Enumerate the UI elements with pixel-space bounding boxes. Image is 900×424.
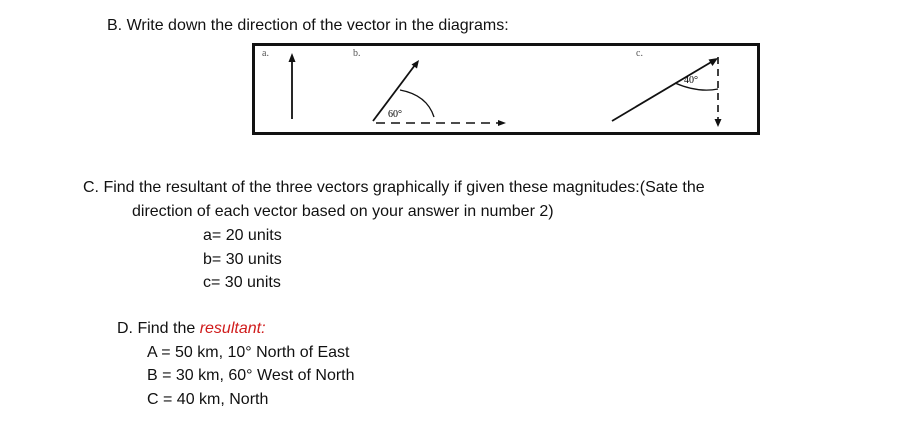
diagram-label-c: c. xyxy=(636,48,643,59)
section-c-item: a= 20 units xyxy=(203,227,282,244)
vector-a-arrow xyxy=(289,53,296,119)
section-d-heading xyxy=(117,321,266,337)
section-d-heading-prefix: D. Find the xyxy=(117,320,200,337)
section-c-item: b= 30 units xyxy=(203,251,282,268)
diagram-label-b: b. xyxy=(353,48,361,59)
section-d-item: B = 30 km, 60° West of North xyxy=(147,367,355,384)
diagram-angle-b: 60° xyxy=(388,109,402,120)
section-b-heading: B. Write down the direction of the vector in the diagrams: xyxy=(107,17,509,34)
section-c-item: c= 30 units xyxy=(203,274,281,291)
section-d-heading-emphasis: resultant: xyxy=(199,320,266,337)
section-c-line-1: C. Find the resultant of the three vectors graphically if given these magnitudes:(Sate the xyxy=(83,179,705,196)
vector-b-angle-arc xyxy=(400,90,434,117)
diagram-label-a: a. xyxy=(262,48,269,59)
section-c-line-2: direction of each vector based on your answer in number 2) xyxy=(132,203,554,220)
vector-diagrams xyxy=(252,43,760,135)
section-d-item: C = 40 km, North xyxy=(147,391,269,408)
diagram-angle-c: 40° xyxy=(684,75,698,86)
section-d-item: A = 50 km, 10° North of East xyxy=(147,344,350,361)
